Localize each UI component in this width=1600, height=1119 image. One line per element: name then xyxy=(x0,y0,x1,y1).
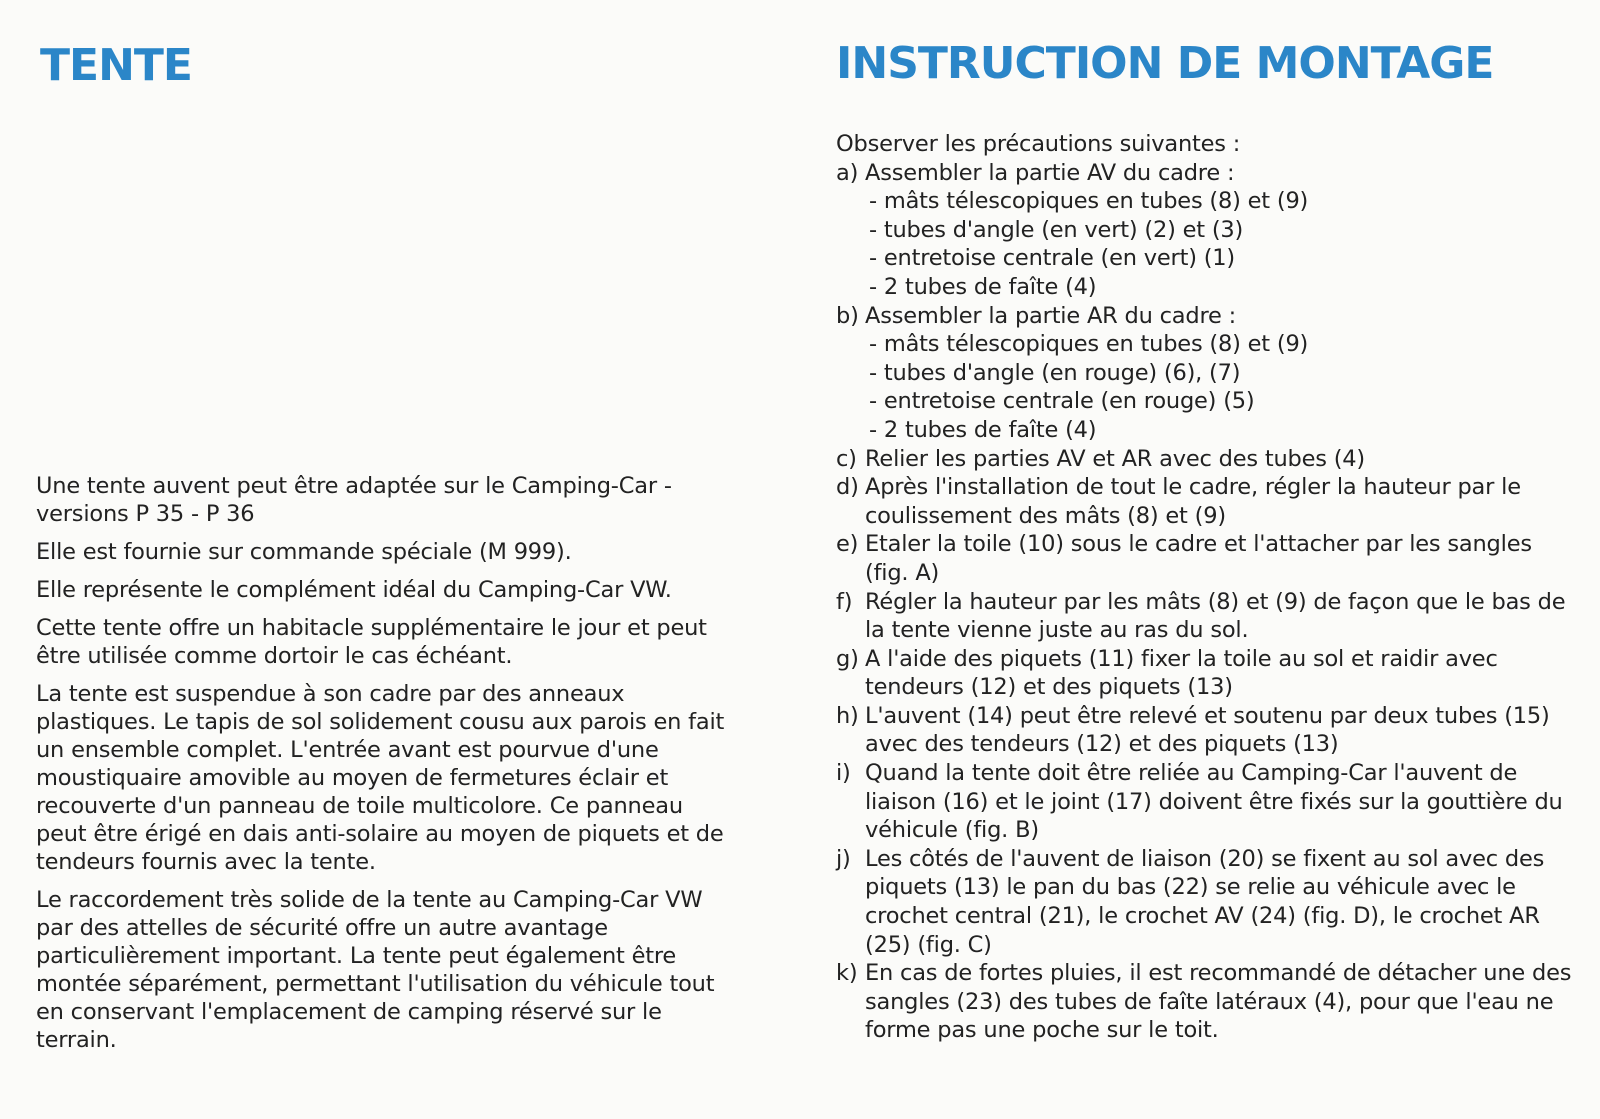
step-g xyxy=(836,645,1576,702)
description-column xyxy=(36,472,736,1064)
sub-item: - 2 tubes de faîte (4) xyxy=(869,416,1576,445)
sub-item: - tubes d'angle (en rouge) (6), (7) xyxy=(869,359,1576,388)
description-paragraph: Elle représente le complément idéal du Camping-Car VW. xyxy=(36,577,672,603)
step-text: L'auvent (14) peut être relevé et soutenu par deux tubes (15) avec des tendeurs (12) et des piquets (13) xyxy=(865,702,1550,758)
step-text: Assembler la partie AR du cadre : xyxy=(865,302,1237,329)
sub-item: - mâts télescopiques en tubes (8) et (9) xyxy=(869,187,1576,216)
step-text: Etaler la toile (10) sous le cadre et l'attacher par les sangles (fig. A) xyxy=(865,531,1532,586)
step-letter: i) xyxy=(836,760,851,787)
step-b xyxy=(836,302,1576,445)
step-letter: a) xyxy=(836,159,859,186)
step-letter: h) xyxy=(836,702,859,729)
instructions-intro: Observer les précautions suivantes : xyxy=(836,131,1241,157)
step-a xyxy=(836,159,1576,302)
step-letter: c) xyxy=(836,445,857,472)
step-letter: k) xyxy=(836,960,858,987)
step-letter: j) xyxy=(836,845,851,872)
tente-title: TENTE xyxy=(40,40,192,91)
step-d xyxy=(836,473,1576,530)
step-k xyxy=(836,959,1576,1045)
step-letter: d) xyxy=(836,474,859,501)
instructions-column xyxy=(836,130,1576,1045)
step-text: En cas de fortes pluies, il est recommandé de détacher une des sangles (23) des tubes de faîte latéraux (4), pour que l'eau ne forme pas une poche sur le toit. xyxy=(865,960,1572,1044)
description-paragraph: Elle est fournie sur commande spéciale (M 999). xyxy=(36,539,572,565)
step-letter: g) xyxy=(836,645,859,672)
description-paragraph: Le raccordement très solide de la tente au Camping-Car VW par des attelles de sécurité offre un autre avantage particulièrement important. La tente peut également être montée séparément, permettant l'utilisation du véhicule tout en conservant l'emplacement de camping réservé sur le terrain. xyxy=(36,887,715,1053)
step-f xyxy=(836,588,1576,645)
step-e xyxy=(836,530,1576,587)
description-paragraph: La tente est suspendue à son cadre par des anneaux plastiques. Le tapis de sol solidement cousu aux parois en fait un ensemble complet. L'entrée avant est pourvue d'une moustiquaire amovible au moyen de fermetures éclair et recouverte d'un panneau de toile multicolore. Ce panneau peut être érigé en dais anti-solaire au moyen de piquets et de tendeurs fournis avec la tente. xyxy=(36,681,725,875)
step-text: Les côtés de l'auvent de liaison (20) se fixent au sol avec des piquets (13) le pan du bas (22) se relie au véhicule avec le crochet central (21), le crochet AV (24) (fig. D), le crochet AR (25) (fig. C) xyxy=(865,845,1545,958)
step-text: Quand la tente doit être reliée au Camping-Car l'auvent de liaison (16) et le joint (17) doivent être fixés sur la gouttière du véhicule (fig. B) xyxy=(865,760,1563,844)
step-text: Assembler la partie AV du cadre : xyxy=(865,159,1235,186)
description-paragraph: Une tente auvent peut être adaptée sur le Camping-Car - versions P 35 - P 36 xyxy=(36,473,672,527)
step-letter: b) xyxy=(836,302,859,329)
step-text: A l'aide des piquets (11) fixer la toile au sol et raidir avec tendeurs (12) et des piquets (13) xyxy=(865,645,1498,701)
step-letter: e) xyxy=(836,531,859,558)
sub-list xyxy=(865,187,1576,301)
step-text: Relier les parties AV et AR avec des tubes (4) xyxy=(865,445,1366,472)
sub-item: - tubes d'angle (en vert) (2) et (3) xyxy=(869,216,1576,245)
step-letter: f) xyxy=(836,588,853,615)
step-text: Après l'installation de tout le cadre, régler la hauteur par le coulissement des mâts (8) et (9) xyxy=(865,474,1521,529)
steps-list xyxy=(836,159,1576,1045)
sub-item: - 2 tubes de faîte (4) xyxy=(869,273,1576,302)
sub-item: - entretoise centrale (en vert) (1) xyxy=(869,244,1576,273)
sub-item: - entretoise centrale (en rouge) (5) xyxy=(869,387,1576,416)
step-c xyxy=(836,445,1576,474)
instruction-title: INSTRUCTION DE MONTAGE xyxy=(836,38,1494,89)
description-paragraph: Cette tente offre un habitacle supplémentaire le jour et peut être utilisée comme dortoir le cas échéant. xyxy=(36,615,707,669)
step-text: Régler la hauteur par les mâts (8) et (9) de façon que le bas de la tente vienne juste au ras du sol. xyxy=(865,588,1566,644)
step-h xyxy=(836,702,1576,759)
sub-list xyxy=(865,330,1576,444)
step-i xyxy=(836,759,1576,845)
step-j xyxy=(836,845,1576,959)
sub-item: - mâts télescopiques en tubes (8) et (9) xyxy=(869,330,1576,359)
